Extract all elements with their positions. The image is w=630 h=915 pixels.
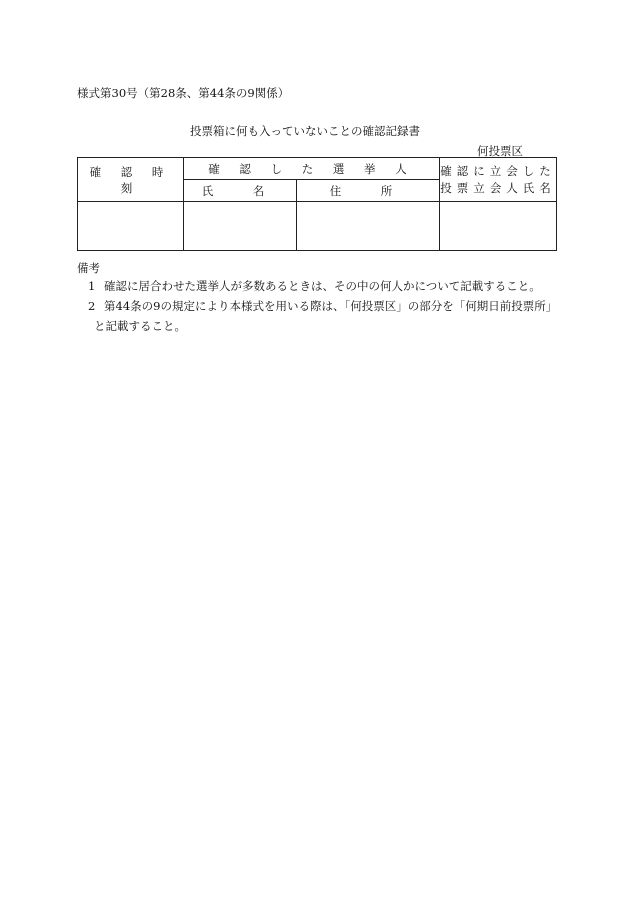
header-voter-name: 氏 名 xyxy=(184,180,297,202)
header-witness-line2: 投票立会人氏名 xyxy=(440,180,556,195)
note-text-continuation: と記載すること。 xyxy=(94,319,186,333)
cell-name-entry[interactable] xyxy=(184,202,297,251)
document-title: 投票箱に何も入っていないことの確認記録書 xyxy=(190,124,420,138)
header-confirmation-time: 確 認 時 刻 xyxy=(78,158,184,202)
note-text: 第44条の9の規定により本様式を用いる際は、「何投票区」の部分を「何期日前投票所」 xyxy=(104,299,558,313)
header-voter-address: 住 所 xyxy=(297,180,440,202)
notes-heading: 備考 xyxy=(77,261,100,275)
note-number: 1 xyxy=(88,279,96,293)
header-witness-line1: 確認に立会した xyxy=(440,163,556,178)
cell-witness-entry[interactable] xyxy=(440,202,557,251)
note-item-continuation xyxy=(88,316,558,336)
cell-time-entry[interactable] xyxy=(78,202,184,251)
cell-address-entry[interactable] xyxy=(297,202,440,251)
form-number: 様式第30号（第28条、第44条の9関係） xyxy=(77,86,290,100)
confirmation-record-table xyxy=(77,157,557,251)
note-text: 確認に居合わせた選挙人が多数あるときは、その中の何人かについて記載すること。 xyxy=(104,279,541,293)
note-number: 2 xyxy=(88,299,96,313)
header-witness xyxy=(440,158,557,202)
polling-district: 何投票区 xyxy=(477,144,523,158)
note-item xyxy=(88,276,558,296)
header-confirmed-voter: 確 認 し た 選 挙 人 xyxy=(184,158,440,180)
note-item xyxy=(88,296,558,316)
